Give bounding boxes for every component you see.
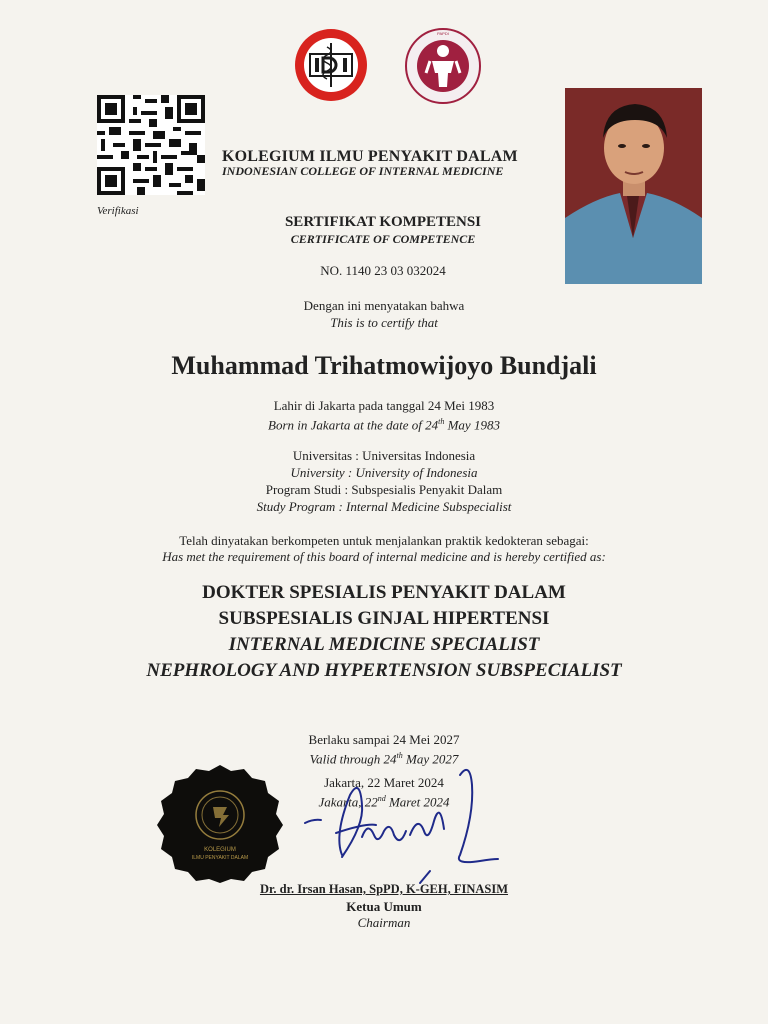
university-id: Universitas : Universitas Indonesia: [292, 448, 476, 463]
title-line-1: DOKTER SPESIALIS PENYAKIT DALAM: [202, 582, 566, 603]
intro-id: Dengan ini menyatakan bahwa: [303, 298, 465, 313]
title-line-4: NEPHROLOGY AND HYPERTENSION SUBSPECIALIST: [146, 660, 622, 681]
verification-label: Verifikasi: [97, 205, 139, 217]
program-en: Study Program : Internal Medicine Subspecialist: [256, 499, 512, 514]
birth-en: Born in Jakarta at the date of 24th May 1983: [268, 417, 500, 433]
college-seal: [155, 763, 285, 883]
statement-en: Has met the requirement of this board of internal medicine and is hereby certified as:: [162, 549, 606, 564]
program-id: Program Studi : Subspesialis Penyakit Dalam: [265, 482, 503, 497]
qr-code[interactable]: [97, 95, 205, 195]
university-en: University : University of Indonesia: [290, 465, 478, 480]
title-line-2: SUBSPESIALIS GINJAL HIPERTENSI: [218, 608, 550, 629]
papdi-logo: [404, 27, 482, 105]
certificate-number: NO. 1140 23 03 032024: [320, 263, 446, 278]
svg-text:PAPDI: PAPDI: [437, 31, 449, 36]
svg-text:KOLEGIUM: KOLEGIUM: [204, 847, 236, 853]
signatory-name: Dr. dr. Irsan Hasan, SpPD, K-GEH, FINASIM: [259, 882, 509, 896]
svg-text:ILMU PENYAKIT DALAM: ILMU PENYAKIT DALAM: [191, 855, 249, 861]
place-date-id: Jakarta, 22 Maret 2024: [324, 775, 444, 790]
college-name-en: INDONESIAN COLLEGE OF INTERNAL MEDICINE: [222, 164, 504, 178]
intro-en: This is to certify that: [330, 315, 438, 330]
place-date-en: Jakarta, 22nd Maret 2024: [318, 794, 450, 810]
college-name-id: KOLEGIUM ILMU PENYAKIT DALAM: [222, 148, 518, 165]
statement-id: Telah dinyatakan berkompeten untuk menjalankan praktik kedokteran sebagai:: [179, 533, 589, 548]
chairman-signature: [300, 755, 500, 895]
idi-logo: [293, 27, 369, 103]
valid-en: Valid through 24th May 2027: [309, 751, 459, 767]
birth-id: Lahir di Jakarta pada tanggal 24 Mei 1983: [273, 398, 495, 413]
certificate-title-en: CERTIFICATE OF COMPETENCE: [290, 232, 476, 246]
signatory-role-id: Ketua Umum: [346, 899, 422, 914]
holder-photo: [565, 88, 702, 284]
holder-name: Muhammad Trihatmowijoyo Bundjali: [171, 351, 597, 380]
valid-id: Berlaku sampai 24 Mei 2027: [308, 732, 460, 747]
certificate-title-id: SERTIFIKAT KOMPETENSI: [284, 214, 482, 230]
title-line-3: INTERNAL MEDICINE SPECIALIST: [228, 634, 540, 655]
signatory-role-en: Chairman: [357, 915, 411, 930]
